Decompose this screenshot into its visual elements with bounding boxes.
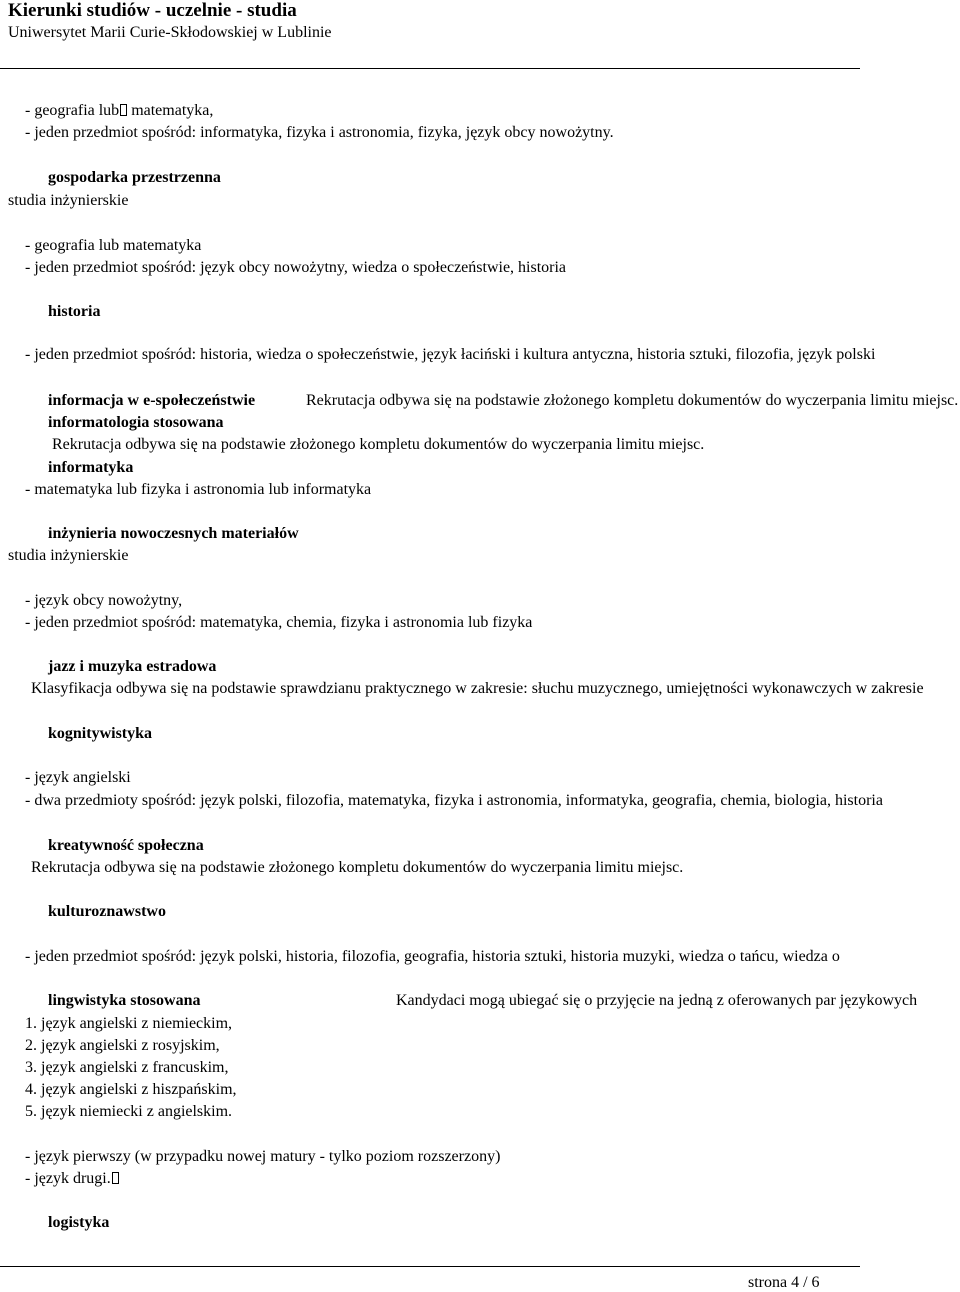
language-pair-item: 3. język angielski z francuskim, bbox=[25, 1059, 229, 1076]
requirement-line: - dwa przedmioty spośród: język polski, filozofia, matematyka, fizyka i astronomia, informatyka, geografia, chemia, biologia, historia bbox=[25, 792, 883, 809]
program-name-kulturoznawstwo: kulturoznawstwo bbox=[48, 903, 166, 920]
program-name-jazz: jazz i muzyka estradowa bbox=[48, 658, 217, 675]
program-name-kreatywnosc: kreatywność społeczna bbox=[48, 837, 204, 854]
program-type-inzynieria: studia inżynierskie bbox=[8, 547, 129, 564]
page-title: Kierunki studiów - uczelnie - studia bbox=[8, 0, 297, 21]
program-note-jazz: Klasyfikacja odbywa się na podstawie sprawdzianu praktycznego w zakresie: słuchu muzycznego, umiejętności wykonawczych w zakresie bbox=[31, 680, 924, 697]
program-note-informatologia: Rekrutacja odbywa się na podstawie złożonego kompletu dokumentów do wyczerpania limitu miejsc. bbox=[52, 436, 705, 453]
program-name-kognitywistyka: kognitywistyka bbox=[48, 725, 153, 742]
program-name-informatologia: informatologia stosowana bbox=[48, 414, 224, 431]
program-note-kreatywnosc: Rekrutacja odbywa się na podstawie złożonego kompletu dokumentów do wyczerpania limitu miejsc. bbox=[31, 859, 684, 876]
program-note-lingwistyka: Kandydaci mogą ubiegać się o przyjęcie na jedną z oferowanych par językowych bbox=[396, 992, 918, 1009]
header-divider bbox=[0, 68, 860, 69]
program-type-gospodarka: studia inżynierskie bbox=[8, 192, 129, 209]
requirement-line: - język obcy nowożytny, bbox=[25, 592, 183, 609]
requirement-line: - język drugi. bbox=[25, 1169, 119, 1188]
program-name-inzynieria: inżynieria nowoczesnych materiałów bbox=[48, 525, 299, 542]
program-name-historia: historia bbox=[48, 303, 101, 320]
requirement-line: - język angielski bbox=[25, 769, 131, 786]
intro-line-1: - geografia lub matematyka, bbox=[25, 102, 214, 119]
footer-divider bbox=[0, 1266, 860, 1267]
page-number: strona 4 / 6 bbox=[748, 1274, 820, 1291]
program-name-informacja: informacja w e-społeczeństwie bbox=[48, 392, 256, 409]
language-pair-item: 2. język angielski z rosyjskim, bbox=[25, 1037, 220, 1054]
program-name-informatyka: informatyka bbox=[48, 459, 134, 476]
requirement-line: - jeden przedmiot spośród: język obcy nowożytny, wiedza o społeczeństwie, historia bbox=[25, 259, 567, 276]
requirement-line: - jeden przedmiot spośród: matematyka, chemia, fizyka i astronomia lub fizyka bbox=[25, 614, 533, 631]
program-name-lingwistyka: lingwistyka stosowana bbox=[48, 992, 201, 1009]
program-name-gospodarka: gospodarka przestrzenna bbox=[48, 169, 221, 186]
missing-glyph-icon bbox=[112, 1172, 119, 1184]
program-note-informacja: Rekrutacja odbywa się na podstawie złożonego kompletu dokumentów do wyczerpania limitu miejsc. bbox=[306, 392, 959, 409]
intro-line-2: - jeden przedmiot spośród: informatyka, fizyka i astronomia, fizyka, język obcy nowożytny. bbox=[25, 124, 614, 141]
language-pair-item: 4. język angielski z hiszpańskim, bbox=[25, 1081, 237, 1098]
requirement-line: - jeden przedmiot spośród: język polski, historia, filozofia, geografia, historia sztuki, historia muzyki, wiedza o tańcu, wiedza o bbox=[25, 948, 840, 965]
program-name-logistyka: logistyka bbox=[48, 1214, 110, 1231]
university-name: Uniwersytet Marii Curie-Skłodowskiej w Lublinie bbox=[8, 24, 332, 41]
requirement-line: - język pierwszy (w przypadku nowej matury - tylko poziom rozszerzony) bbox=[25, 1148, 501, 1165]
language-pair-item: 5. język niemiecki z angielskim. bbox=[25, 1103, 233, 1120]
requirement-line: - geografia lub matematyka bbox=[25, 237, 202, 254]
requirement-line: - matematyka lub fizyka i astronomia lub informatyka bbox=[25, 481, 372, 498]
language-pair-item: 1. język angielski z niemieckim, bbox=[25, 1015, 233, 1032]
requirement-line: - jeden przedmiot spośród: historia, wiedza o społeczeństwie, język łaciński i kultura antyczna, historia sztuki, filozofia, język polski bbox=[25, 346, 876, 363]
